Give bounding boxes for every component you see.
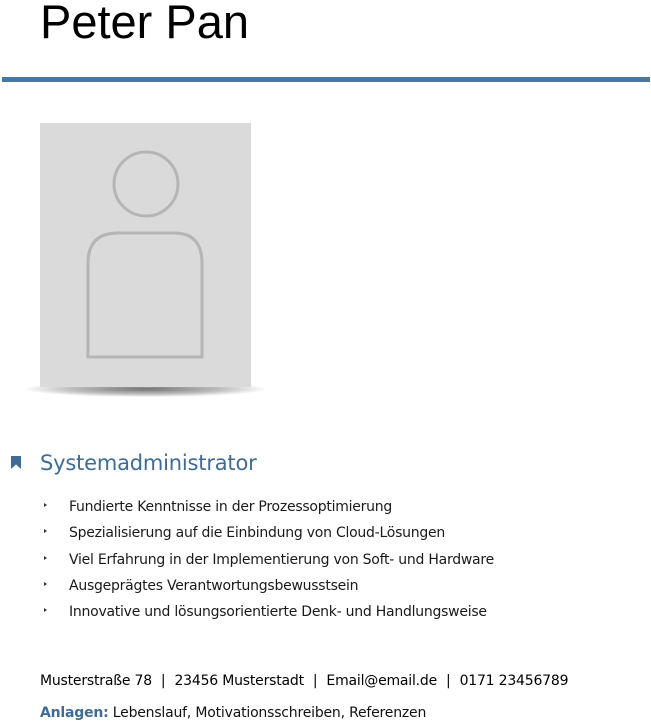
bullet-arrow-icon — [44, 608, 47, 612]
contact-line — [40, 671, 568, 691]
profile-photo-placeholder — [40, 123, 251, 387]
skill-text: Viel Erfahrung in der Implementierung von Soft- und Hardware — [69, 551, 494, 568]
attachments-items: Lebenslauf, Motivationsschreiben, Referenzen — [112, 705, 427, 721]
skill-text: Ausgeprägtes Verantwortungsbewusstsein — [69, 577, 359, 594]
contact-separator: | — [312, 673, 318, 689]
header-divider — [2, 77, 650, 82]
contact-email[interactable]: Email@email.de — [326, 673, 438, 689]
bullet-arrow-icon — [44, 556, 47, 560]
contact-separator: | — [446, 673, 451, 689]
attachments-label: Anlagen: — [40, 705, 109, 721]
bullet-arrow-icon — [44, 529, 47, 533]
skill-text: Fundierte Kenntnisse in der Prozessoptimierung — [69, 499, 393, 515]
bullet-arrow-icon — [44, 582, 47, 586]
job-title: Systemadministrator — [40, 451, 257, 475]
applicant-name: Peter Pan — [40, 0, 250, 48]
bookmark-icon — [11, 456, 21, 469]
contact-phone: 0171 23456789 — [459, 673, 569, 689]
contact-separator: | — [160, 673, 166, 689]
attachments-line — [40, 703, 426, 723]
person-silhouette-icon — [40, 123, 251, 387]
skill-text: Spezialisierung auf die Einbindung von Cloud-Lösungen — [69, 525, 446, 542]
bullet-arrow-icon — [44, 503, 47, 507]
contact-city: 23456 Musterstadt — [174, 673, 304, 689]
contact-street: Musterstraße 78 — [40, 673, 152, 689]
skill-text: Innovative und lösungsorientierte Denk- und Handlungsweise — [69, 604, 487, 621]
profile-photo-frame — [40, 123, 251, 387]
